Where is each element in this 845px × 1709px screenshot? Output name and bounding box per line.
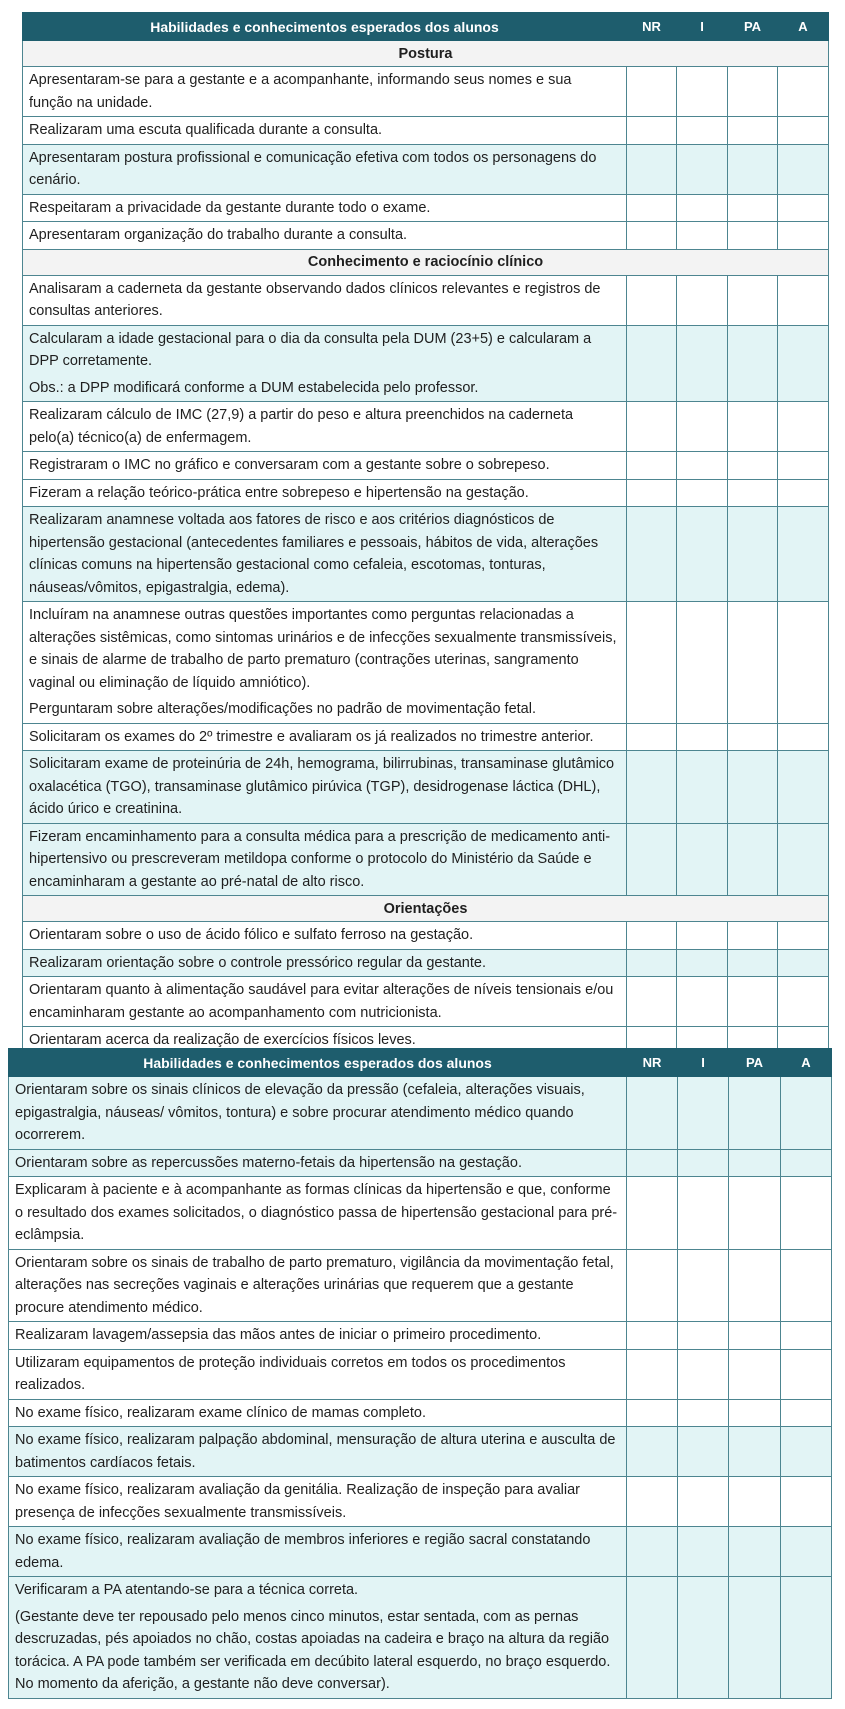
criterion-text: Solicitaram exame de proteinúria de 24h, hemograma, bilirrubinas, transaminase glutâmico oxalacética (TGO), transaminase glutâmico pirúvica (TGP), desidrogenase láctica (DHL), ácido úrico e creatinina. [29, 756, 615, 817]
rating-cell-i[interactable] [677, 723, 728, 751]
rating-cell-pa[interactable] [729, 1527, 781, 1577]
rating-cell-i[interactable] [677, 194, 728, 222]
rating-cell-a[interactable] [778, 67, 829, 117]
criterion-text-cell [9, 1077, 627, 1150]
rating-cell-nr[interactable] [627, 1577, 678, 1699]
criterion-text-cell [23, 977, 627, 1027]
table-1-body [23, 41, 829, 1049]
criterion-text-cell [9, 1349, 627, 1399]
table-row [9, 1527, 832, 1577]
criterion-text-cell [23, 1027, 627, 1049]
rating-cell-pa[interactable] [728, 479, 778, 507]
rating-cell-a[interactable] [781, 1249, 832, 1322]
rating-cell-pa[interactable] [728, 977, 778, 1027]
section-title: Postura [23, 41, 829, 67]
rating-cell-a[interactable] [778, 751, 829, 824]
skills-checklist-table-1 [22, 12, 829, 1048]
rating-cell-a[interactable] [778, 402, 829, 452]
table-row [23, 325, 829, 402]
criterion-text-cell [9, 1249, 627, 1322]
rating-cell-i[interactable] [677, 922, 728, 950]
criterion-text-cell [23, 275, 627, 325]
rating-cell-i[interactable] [677, 823, 728, 896]
rating-cell-a[interactable] [778, 452, 829, 480]
rating-cell-pa[interactable] [729, 1477, 781, 1527]
table-row [9, 1149, 832, 1177]
criterion-text-cell [9, 1149, 627, 1177]
rating-cell-nr[interactable] [627, 1477, 678, 1527]
table-row [9, 1077, 832, 1150]
rating-cell-a[interactable] [781, 1577, 832, 1699]
rating-cell-a[interactable] [781, 1527, 832, 1577]
criterion-text-cell [9, 1477, 627, 1527]
rating-cell-i[interactable] [677, 452, 728, 480]
rating-cell-pa[interactable] [728, 325, 778, 402]
rating-cell-a[interactable] [778, 602, 829, 724]
rating-cell-a[interactable] [781, 1322, 832, 1350]
criterion-text-cell [9, 1177, 627, 1250]
rating-cell-a[interactable] [778, 222, 829, 250]
criterion-text: Orientaram sobre os sinais de trabalho de parto prematuro, vigilância da movimentação fetal, alterações nas secreções vaginais e alterações urinárias que requerem que a gestante procure atendimento médico. [15, 1254, 614, 1316]
rating-cell-nr[interactable] [627, 1427, 678, 1477]
criterion-text-cell [9, 1427, 627, 1477]
table-row [9, 1322, 832, 1350]
table-2-body [9, 1077, 832, 1699]
rating-cell-i[interactable] [677, 751, 728, 824]
criterion-text: Fizeram encaminhamento para a consulta médica para a prescrição de medicamento anti-hipertensivo ou prescreveram metildopa conforme o protocolo do Ministério da Saúde e encaminharam a gestante ao pré-natal de alto risco. [29, 828, 611, 890]
rating-cell-i[interactable] [677, 1027, 728, 1049]
rating-cell-nr[interactable] [627, 1349, 678, 1399]
criterion-text: Calcularam a idade gestacional para o dia da consulta pela DUM (23+5) e calcularam a DPP corretamente. [29, 330, 592, 369]
criterion-text-cell [23, 452, 627, 480]
criterion-text-cell [23, 67, 627, 117]
criterion-text: Realizaram uma escuta qualificada durante a consulta. [29, 122, 383, 138]
rating-cell-nr[interactable] [627, 823, 677, 896]
rating-cell-i[interactable] [677, 479, 728, 507]
section-title: Orientações [23, 896, 829, 922]
rating-cell-a[interactable] [778, 949, 829, 977]
criterion-text-cell [23, 117, 627, 145]
rating-cell-nr[interactable] [627, 402, 677, 452]
rating-cell-nr[interactable] [627, 977, 677, 1027]
rating-cell-pa[interactable] [728, 1027, 778, 1049]
criterion-text: No exame físico, realizaram avaliação de membros inferiores e região sacral constatando edema. [15, 1532, 591, 1571]
criterion-text: Analisaram a caderneta da gestante observando dados clínicos relevantes e registros de consultas anteriores. [29, 280, 601, 319]
rating-cell-nr[interactable] [627, 67, 677, 117]
rating-cell-nr[interactable] [627, 222, 677, 250]
criterion-text-cell [23, 751, 627, 824]
table-row [23, 402, 829, 452]
rating-cell-pa[interactable] [728, 222, 778, 250]
rating-cell-i[interactable] [678, 1527, 729, 1577]
criterion-text-cell [23, 144, 627, 194]
rating-cell-a[interactable] [781, 1399, 832, 1427]
rating-cell-i[interactable] [677, 402, 728, 452]
rating-cell-a[interactable] [778, 325, 829, 402]
table-row [23, 751, 829, 824]
rating-cell-i[interactable] [677, 507, 728, 602]
header-col-pa: PA [729, 1049, 781, 1077]
criterion-text: Verificaram a PA atentando-se para a técnica correta. [15, 1582, 359, 1598]
rating-cell-a[interactable] [778, 977, 829, 1027]
rating-cell-nr[interactable] [627, 602, 677, 724]
rating-cell-nr[interactable] [627, 1322, 678, 1350]
rating-cell-pa[interactable] [728, 144, 778, 194]
header-col-nr: NR [627, 13, 677, 41]
criterion-text: No exame físico, realizaram avaliação da genitália. Realização de inspeção para avaliar presença de infecções sexualmente transmissíveis. [15, 1482, 581, 1521]
table-row [23, 144, 829, 194]
rating-cell-pa[interactable] [728, 751, 778, 824]
section-header-row [23, 896, 829, 922]
header-col-a: A [781, 1049, 832, 1077]
criterion-text-cell [9, 1322, 627, 1350]
rating-cell-a[interactable] [781, 1149, 832, 1177]
criterion-text: Realizaram cálculo de IMC (27,9) a partir do peso e altura preenchidos na caderneta pelo(a) técnico(a) de enfermagem. [29, 407, 574, 446]
table-row [23, 479, 829, 507]
rating-cell-nr[interactable] [627, 275, 677, 325]
rating-cell-pa[interactable] [728, 452, 778, 480]
rating-cell-nr[interactable] [627, 479, 677, 507]
table-row [9, 1177, 832, 1250]
criterion-text: Explicaram à paciente e à acompanhante as formas clínicas da hipertensão e que, conforme o resultado dos exames solicitados, o diagnóstico passa de hipertensão gestacional para pré-eclâmpsia. [15, 1182, 618, 1243]
criterion-text-cell [23, 402, 627, 452]
rating-cell-i[interactable] [677, 144, 728, 194]
rating-cell-i[interactable] [678, 1477, 729, 1527]
criterion-text-cell [23, 922, 627, 950]
rating-cell-a[interactable] [781, 1177, 832, 1250]
rating-cell-nr[interactable] [627, 1177, 678, 1250]
rating-cell-a[interactable] [778, 479, 829, 507]
table-header-row [9, 1049, 832, 1077]
rating-cell-pa[interactable] [729, 1177, 781, 1250]
header-col-nr: NR [627, 1049, 678, 1077]
criterion-text: Orientaram sobre os sinais clínicos de elevação da pressão (cefaleia, alterações visuais, epigastralgia, náuseas/ vômitos, tontura) e sobre procurar atendimento médico quando ocorrerem. [15, 1082, 585, 1143]
criterion-text-cell [23, 823, 627, 896]
rating-cell-a[interactable] [778, 723, 829, 751]
rating-cell-pa[interactable] [729, 1149, 781, 1177]
rating-cell-a[interactable] [778, 507, 829, 602]
rating-cell-pa[interactable] [728, 275, 778, 325]
rating-cell-a[interactable] [778, 823, 829, 896]
rating-cell-i[interactable] [677, 977, 728, 1027]
criterion-text-cell [23, 723, 627, 751]
table-row [9, 1477, 832, 1527]
table-row [23, 67, 829, 117]
criterion-text: No exame físico, realizaram exame clínico de mamas completo. [15, 1404, 426, 1421]
rating-cell-a[interactable] [781, 1077, 832, 1150]
criterion-text-cell [23, 194, 627, 222]
rating-cell-a[interactable] [778, 117, 829, 145]
criterion-text: Apresentaram organização do trabalho durante a consulta. [29, 227, 408, 243]
rating-cell-nr[interactable] [627, 117, 677, 145]
criterion-note: Obs.: a DPP modificará conforme a DUM estabelecida pelo professor. [29, 379, 479, 396]
criterion-text: Respeitaram a privacidade da gestante durante todo o exame. [29, 199, 431, 216]
rating-cell-i[interactable] [678, 1149, 729, 1177]
table-row [23, 117, 829, 145]
criterion-text-cell [23, 325, 627, 402]
rating-cell-i[interactable] [677, 325, 728, 402]
rating-cell-i[interactable] [678, 1249, 729, 1322]
section-header-row [23, 249, 829, 275]
criterion-text-cell [23, 507, 627, 602]
table-row [23, 602, 829, 724]
rating-cell-nr[interactable] [627, 751, 677, 824]
rating-cell-pa[interactable] [729, 1577, 781, 1699]
table-row [23, 222, 829, 250]
rating-cell-i[interactable] [677, 67, 728, 117]
rating-cell-a[interactable] [778, 1027, 829, 1049]
criterion-text: Realizaram orientação sobre o controle pressórico regular da gestante. [29, 954, 486, 971]
table-row [23, 723, 829, 751]
table-row [23, 949, 829, 977]
rating-cell-pa[interactable] [728, 194, 778, 222]
rating-cell-nr[interactable] [627, 144, 677, 194]
table-row [9, 1349, 832, 1399]
table-row [9, 1427, 832, 1477]
criterion-text: Utilizaram equipamentos de proteção individuais corretos em todos os procedimentos realizados. [15, 1354, 566, 1393]
table-row [23, 194, 829, 222]
rating-cell-pa[interactable] [729, 1427, 781, 1477]
rating-cell-a[interactable] [781, 1427, 832, 1477]
header-col-a: A [778, 13, 829, 41]
header-col-i: I [677, 13, 728, 41]
rating-cell-i[interactable] [678, 1349, 729, 1399]
rating-cell-nr[interactable] [627, 1027, 677, 1049]
table-row [9, 1399, 832, 1427]
table-row [23, 452, 829, 480]
rating-cell-i[interactable] [678, 1399, 729, 1427]
rating-cell-i[interactable] [678, 1077, 729, 1150]
criterion-note: (Gestante deve ter repousado pelo menos cinco minutos, estar sentada, com as pernas descruzadas, pés apoiados no chão, costas apoiadas na cadeira e braço na altura da região torácica. A PA pode também ser verificada em decúbito lateral esquerdo, no braço esquerdo. No momento da aferição, a gestante não deve conversar). [15, 1608, 611, 1692]
header-title: Habilidades e conhecimentos esperados dos alunos [23, 13, 627, 41]
header-title: Habilidades e conhecimentos esperados dos alunos [9, 1049, 627, 1077]
rating-cell-i[interactable] [678, 1427, 729, 1477]
rating-cell-pa[interactable] [728, 402, 778, 452]
rating-cell-pa[interactable] [728, 723, 778, 751]
criterion-text-cell [9, 1399, 627, 1427]
rating-cell-i[interactable] [677, 602, 728, 724]
rating-cell-i[interactable] [678, 1322, 729, 1350]
skills-checklist-table-2 [8, 1048, 832, 1699]
table-row [23, 977, 829, 1027]
rating-cell-nr[interactable] [627, 723, 677, 751]
rating-cell-nr[interactable] [627, 507, 677, 602]
rating-cell-pa[interactable] [728, 507, 778, 602]
criterion-text: Apresentaram postura profissional e comunicação efetiva com todos os personagens do cenário. [29, 149, 597, 188]
table-row [23, 922, 829, 950]
criterion-text: Orientaram acerca da realização de exercícios físicos leves. [29, 1032, 416, 1048]
rating-cell-pa[interactable] [729, 1399, 781, 1427]
section-title: Conhecimento e raciocínio clínico [23, 249, 829, 275]
criterion-text-cell [23, 949, 627, 977]
rating-cell-a[interactable] [778, 922, 829, 950]
rating-cell-nr[interactable] [627, 1077, 678, 1150]
table-header-row [23, 13, 829, 41]
table-row [23, 1027, 829, 1049]
rating-cell-pa[interactable] [728, 67, 778, 117]
table-row [23, 507, 829, 602]
rating-cell-a[interactable] [778, 275, 829, 325]
criterion-text-cell [9, 1527, 627, 1577]
criterion-text: Apresentaram-se para a gestante e a acompanhante, informando seus nomes e sua função na unidade. [29, 72, 572, 111]
criterion-note: Perguntaram sobre alterações/modificações no padrão de movimentação fetal. [29, 701, 536, 717]
rating-cell-i[interactable] [678, 1177, 729, 1250]
rating-cell-nr[interactable] [627, 452, 677, 480]
criterion-text-cell [23, 602, 627, 724]
table-row [9, 1577, 832, 1699]
rating-cell-pa[interactable] [728, 117, 778, 145]
table-row [23, 823, 829, 896]
rating-cell-nr[interactable] [627, 1149, 678, 1177]
rating-cell-pa[interactable] [728, 602, 778, 724]
table-row [23, 275, 829, 325]
criterion-text: Solicitaram os exames do 2º trimestre e avaliaram os já realizados no trimestre anterior. [29, 728, 594, 745]
criterion-text-cell [9, 1577, 627, 1699]
criterion-text: Incluíram na anamnese outras questões importantes como perguntas relacionadas a alterações sistêmicas, como sintomas urinários e de infecções sexualmente transmissíveis, e sinais de alarme de trabalho de parto prematuro (contrações uterinas, sangramento vaginal ou eliminação de líquido amniótico). [29, 607, 617, 691]
criterion-text: Orientaram sobre o uso de ácido fólico e sulfato ferroso na gestação. [29, 927, 474, 943]
rating-cell-nr[interactable] [627, 949, 677, 977]
criterion-text: Realizaram lavagem/assepsia das mãos antes de iniciar o primeiro procedimento. [15, 1327, 542, 1343]
criterion-text: Fizeram a relação teórico-prática entre sobrepeso e hipertensão na gestação. [29, 484, 529, 501]
rating-cell-a[interactable] [781, 1349, 832, 1399]
rating-cell-nr[interactable] [627, 1527, 678, 1577]
rating-cell-i[interactable] [677, 275, 728, 325]
rating-cell-i[interactable] [678, 1577, 729, 1699]
criterion-text: Registraram o IMC no gráfico e conversaram com a gestante sobre o sobrepeso. [29, 457, 550, 473]
rating-cell-pa[interactable] [728, 949, 778, 977]
rating-cell-i[interactable] [677, 949, 728, 977]
rating-cell-nr[interactable] [627, 194, 677, 222]
rating-cell-i[interactable] [677, 222, 728, 250]
rating-cell-nr[interactable] [627, 1399, 678, 1427]
header-col-pa: PA [728, 13, 778, 41]
rating-cell-a[interactable] [778, 194, 829, 222]
rating-cell-a[interactable] [781, 1477, 832, 1527]
rating-cell-pa[interactable] [728, 823, 778, 896]
rating-cell-i[interactable] [677, 117, 728, 145]
criterion-text-cell [23, 222, 627, 250]
criterion-text: Orientaram quanto à alimentação saudável para evitar alterações de níveis tensionais e/ou encaminharam gestante ao acompanhamento com nutricionista. [29, 982, 614, 1021]
section-header-row [23, 41, 829, 67]
table-row [9, 1249, 832, 1322]
rating-cell-pa[interactable] [729, 1077, 781, 1150]
rating-cell-pa[interactable] [728, 922, 778, 950]
rating-cell-pa[interactable] [729, 1322, 781, 1350]
header-col-i: I [678, 1049, 729, 1077]
rating-cell-nr[interactable] [627, 325, 677, 402]
criterion-text: Realizaram anamnese voltada aos fatores de risco e aos critérios diagnósticos de hipertensão gestacional (antecedentes familiares e pessoais, hábitos de vida, alterações clínicas comuns na hipertensão gestacional como cefaleia, escotomas, tonturas, náuseas/vômitos, epigastralgia, edema). [29, 512, 599, 596]
rating-cell-nr[interactable] [627, 922, 677, 950]
rating-cell-pa[interactable] [729, 1249, 781, 1322]
criterion-text: Orientaram sobre as repercussões materno-fetais da hipertensão na gestação. [15, 1154, 522, 1171]
criterion-text: No exame físico, realizaram palpação abdominal, mensuração de altura uterina e ausculta de batimentos cardíacos fetais. [15, 1432, 616, 1471]
rating-cell-pa[interactable] [729, 1349, 781, 1399]
criterion-text-cell [23, 479, 627, 507]
rating-cell-a[interactable] [778, 144, 829, 194]
rating-cell-nr[interactable] [627, 1249, 678, 1322]
